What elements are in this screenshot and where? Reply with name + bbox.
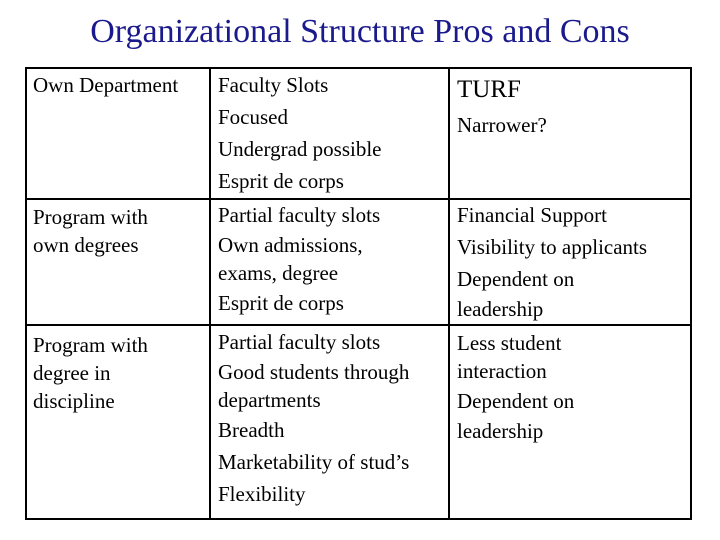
page-title: Organizational Structure Pros and Cons [90,13,630,50]
cons-cell: TURF Narrower? [457,76,547,137]
column-divider [448,69,450,518]
pros-cell: Faculty Slots Focused Undergrad possible Esprit de corps [218,73,382,193]
row-label: Own Department [33,73,179,97]
pros-cons-table [25,67,692,520]
row-label: Program with degree in discipline [33,333,148,413]
pros-cell: Partial faculty slots Good students through departments Breadth Marketability of stud’s Flexibility [218,330,410,506]
row-label: Program with own degrees [33,205,148,257]
cons-cell: Less student interaction Dependent on leadership [457,331,575,443]
pros-cell: Partial faculty slots Own admissions, exams, degree Esprit de corps [218,203,381,315]
column-divider [209,69,211,518]
cons-cell: Financial Support Visibility to applicants Dependent on leadership [457,203,648,321]
